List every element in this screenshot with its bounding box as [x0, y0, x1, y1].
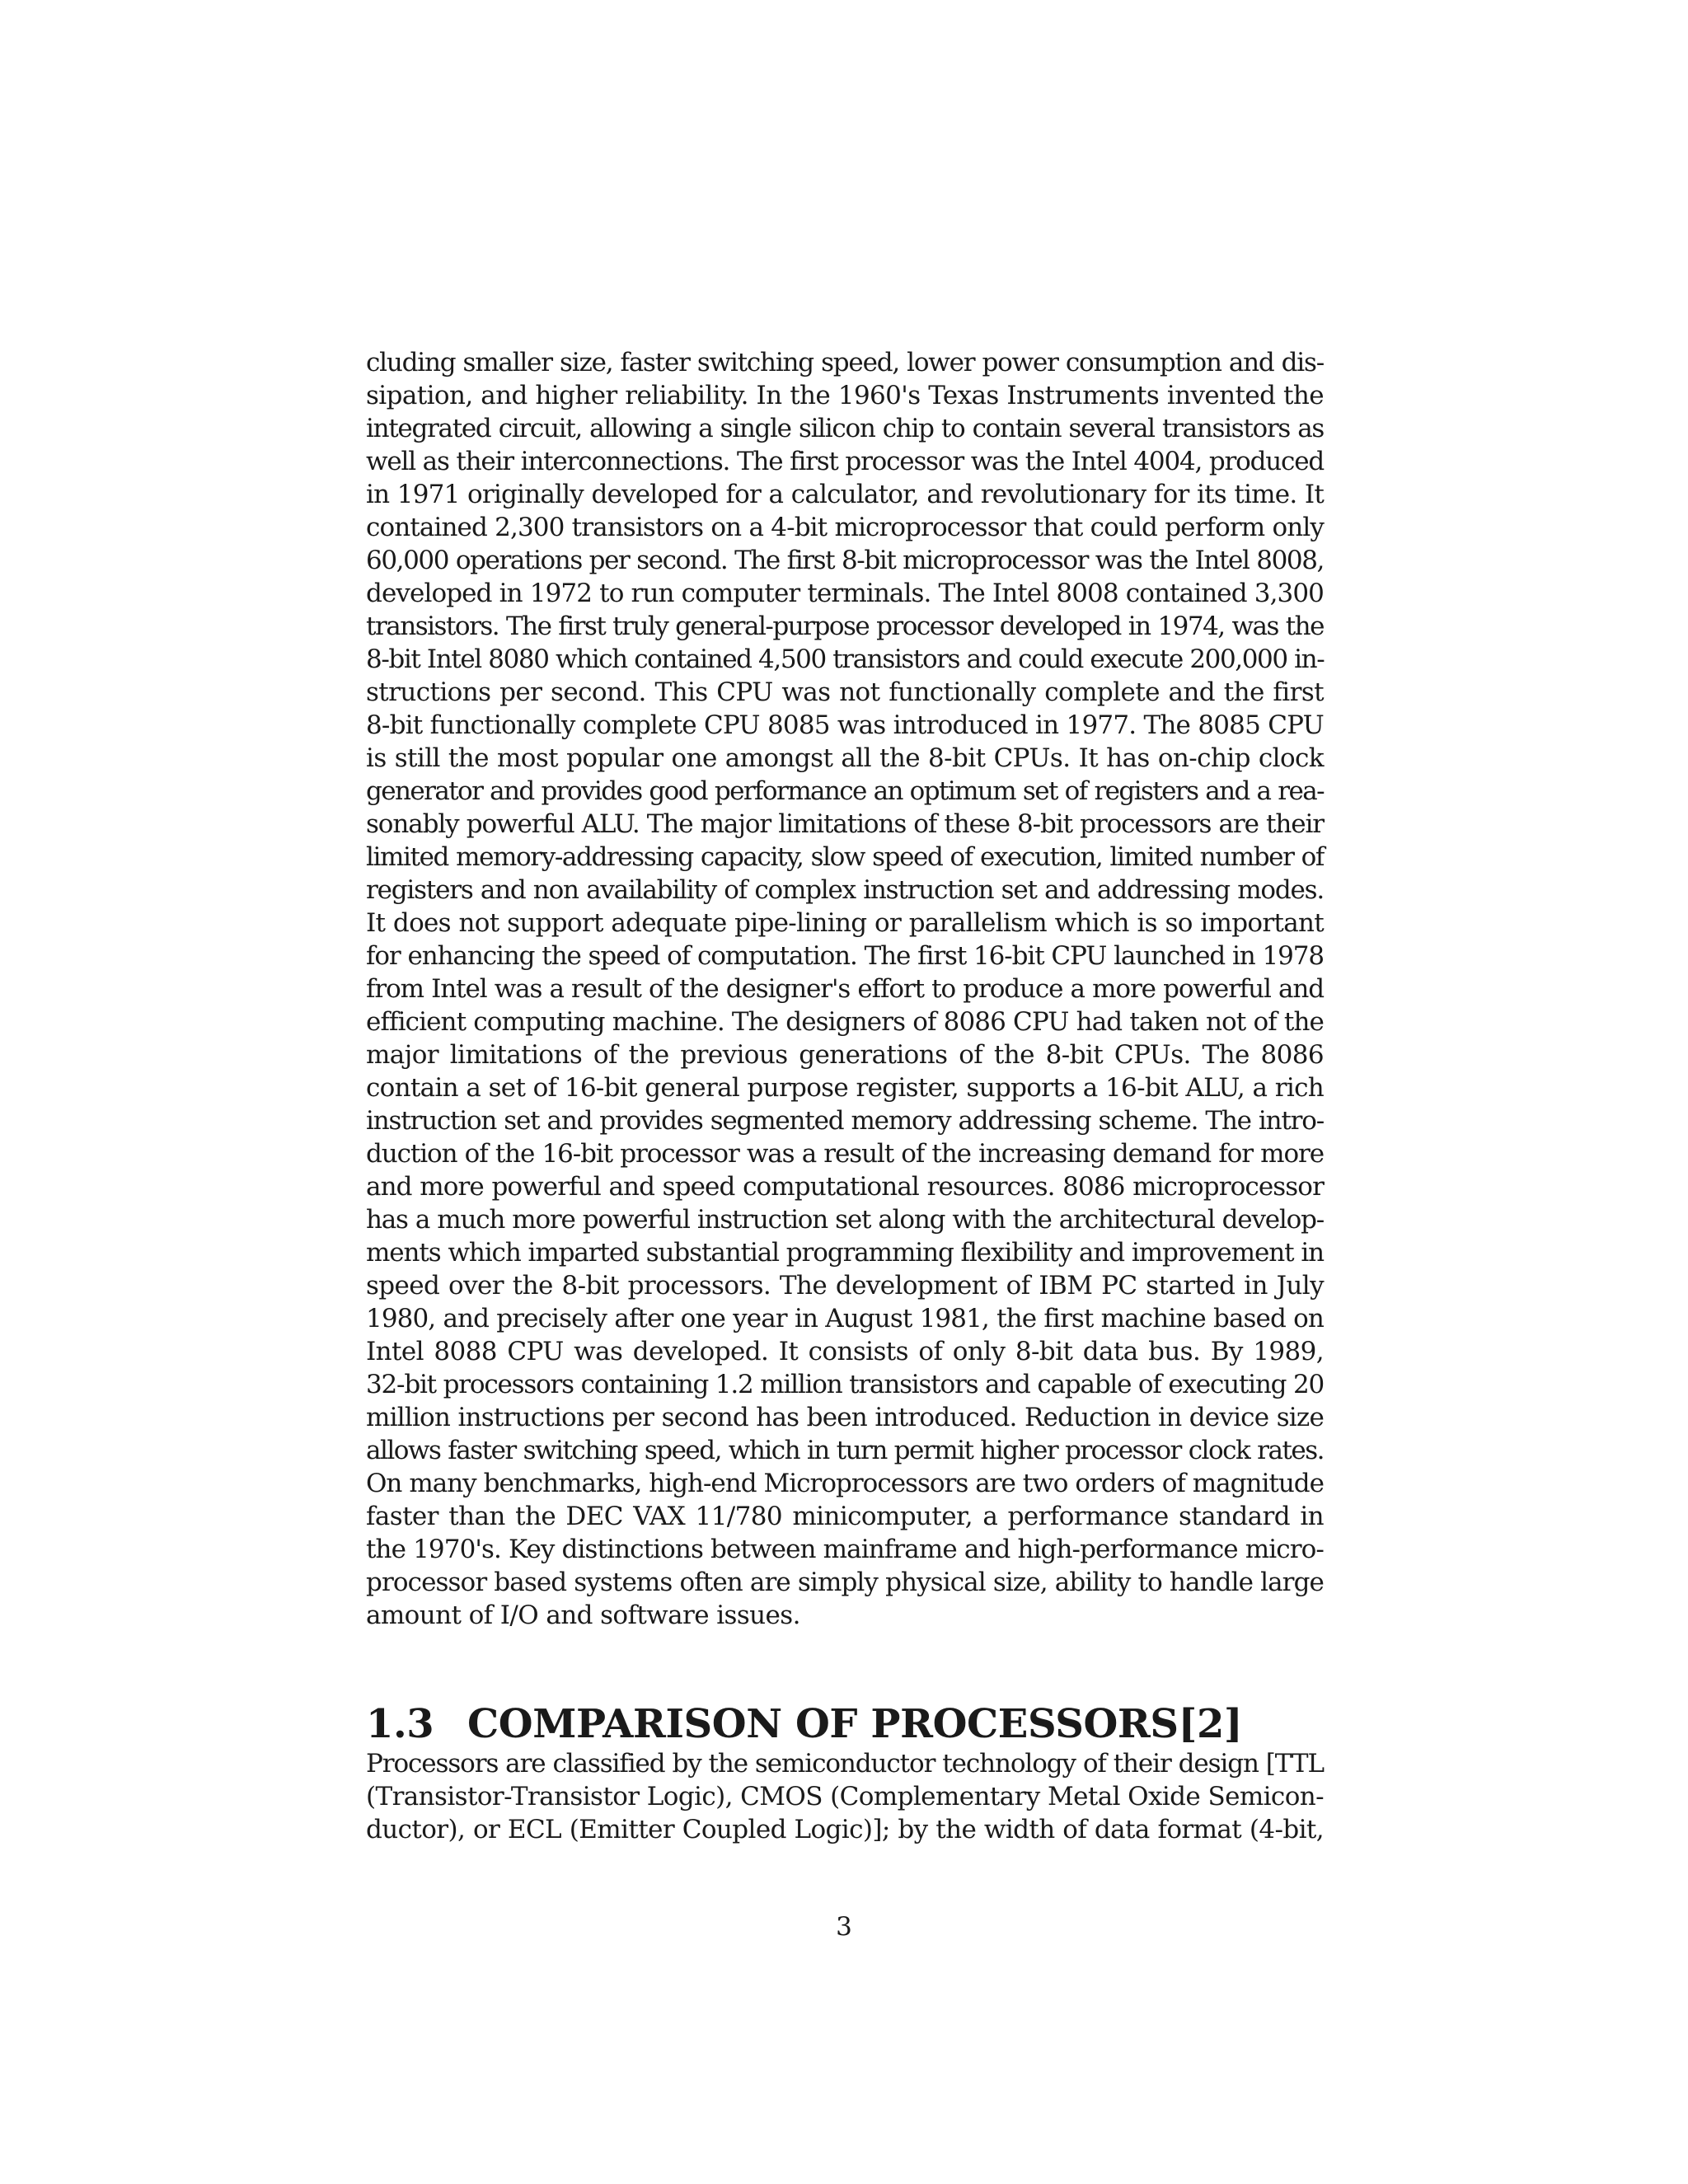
- paragraph-line: duction of the 16-bit processor was a result of the increasing demand for more: [366, 1139, 1324, 1169]
- paragraph-line: 60,000 operations per second. The first 8-bit microprocessor was the Intel 8008,: [366, 546, 1324, 575]
- paragraph-line: It does not support adequate pipe-lining or parallelism which is so important: [366, 908, 1324, 938]
- paragraph-line: the 1970's. Key distinctions between mainframe and high-performance micro-: [366, 1535, 1324, 1564]
- paragraph-line: major limitations of the previous generations of the 8-bit CPUs. The 8086: [366, 1040, 1324, 1070]
- paragraph-line: 32-bit processors containing 1.2 million transistors and capable of executing 20: [366, 1370, 1324, 1399]
- paragraph-line: cluding smaller size, faster switching speed, lower power consumption and dis-: [366, 348, 1324, 377]
- paragraph-line: ductor), or ECL (Emitter Coupled Logic)]; by the width of data format (4-bit,: [366, 1815, 1324, 1844]
- paragraph-line: contain a set of 16-bit general purpose register, supports a 16-bit ALU, a rich: [366, 1073, 1324, 1103]
- paragraph-line: million instructions per second has been introduced. Reduction in device size: [366, 1403, 1324, 1432]
- paragraph-line: well as their interconnections. The first processor was the Intel 4004, produced: [366, 447, 1324, 476]
- paragraph-line: faster than the DEC VAX 11/780 minicomputer, a performance standard in: [366, 1502, 1324, 1531]
- paragraph-line: Processors are classified by the semiconductor technology of their design [TTL: [366, 1749, 1324, 1779]
- paragraph-line: sonably powerful ALU. The major limitations of these 8-bit processors are their: [366, 809, 1324, 839]
- paragraph-line: processor based systems often are simply physical size, ability to handle large: [366, 1568, 1324, 1597]
- paragraph-line: sipation, and higher reliability. In the 1960's Texas Instruments invented the: [366, 381, 1324, 410]
- paragraph-line: ments which imparted substantial programming flexibility and improvement in: [366, 1238, 1324, 1268]
- section-number: 1.3: [366, 1700, 434, 1747]
- paragraph-line: in 1971 originally developed for a calculator, and revolutionary for its time. It: [366, 480, 1324, 509]
- paragraph-line: generator and provides good performance an optimum set of registers and a rea-: [366, 776, 1324, 806]
- body-paragraph-2: [366, 1747, 1324, 1846]
- paragraph-line: limited memory-addressing capacity, slow speed of execution, limited number of: [366, 842, 1324, 872]
- paragraph-line: amount of I/O and software issues.: [366, 1601, 800, 1630]
- paragraph-line: structions per second. This CPU was not functionally complete and the first: [366, 677, 1324, 707]
- paragraph-line: transistors. The first truly general-purpose processor developed in 1974, was the: [366, 612, 1324, 641]
- paragraph-line: speed over the 8-bit processors. The development of IBM PC started in July: [366, 1271, 1324, 1301]
- paragraph-line: Intel 8088 CPU was developed. It consists of only 8-bit data bus. By 1989,: [366, 1337, 1324, 1366]
- paragraph-line: is still the most popular one amongst all the 8-bit CPUs. It has on-chip clock: [366, 743, 1324, 773]
- paragraph-line: 8-bit Intel 8080 which contained 4,500 transistors and could execute 200,000 in-: [366, 644, 1325, 674]
- body-paragraph-1: [366, 346, 1324, 1632]
- paragraph-line: contained 2,300 transistors on a 4-bit microprocessor that could perform only: [366, 513, 1324, 542]
- paragraph-line: On many benchmarks, high-end Microprocessors are two orders of magnitude: [366, 1469, 1324, 1498]
- paragraph-line: instruction set and provides segmented memory addressing scheme. The intro-: [366, 1106, 1324, 1136]
- paragraph-line: efficient computing machine. The designers of 8086 CPU had taken not of the: [366, 1007, 1324, 1037]
- paragraph-line: integrated circuit, allowing a single silicon chip to contain several transistors as: [366, 414, 1324, 443]
- section-heading: [366, 1699, 1324, 1749]
- paragraph-line: and more powerful and speed computational resources. 8086 microprocessor: [366, 1172, 1324, 1202]
- paragraph-line: 1980, and precisely after one year in August 1981, the first machine based on: [366, 1304, 1324, 1333]
- paragraph-line: allows faster switching speed, which in turn permit higher processor clock rates.: [366, 1436, 1324, 1465]
- paragraph-line: from Intel was a result of the designer's effort to produce a more powerful and: [366, 974, 1324, 1004]
- paragraph-line: registers and non availability of complex instruction set and addressing modes.: [366, 875, 1324, 905]
- paragraph-line: has a much more powerful instruction set along with the architectural develop-: [366, 1205, 1324, 1235]
- page-number: 3: [836, 1912, 852, 1942]
- paragraph-line: 8-bit functionally complete CPU 8085 was introduced in 1977. The 8085 CPU: [366, 710, 1324, 740]
- paragraph-line: developed in 1972 to run computer terminals. The Intel 8008 contained 3,300: [366, 579, 1324, 608]
- paragraph-line: for enhancing the speed of computation. The first 16-bit CPU launched in 1978: [366, 941, 1324, 971]
- section-title: COMPARISON OF PROCESSORS[2]: [467, 1700, 1243, 1747]
- paragraph-line: (Transistor-Transistor Logic), CMOS (Complementary Metal Oxide Semicon-: [366, 1782, 1324, 1811]
